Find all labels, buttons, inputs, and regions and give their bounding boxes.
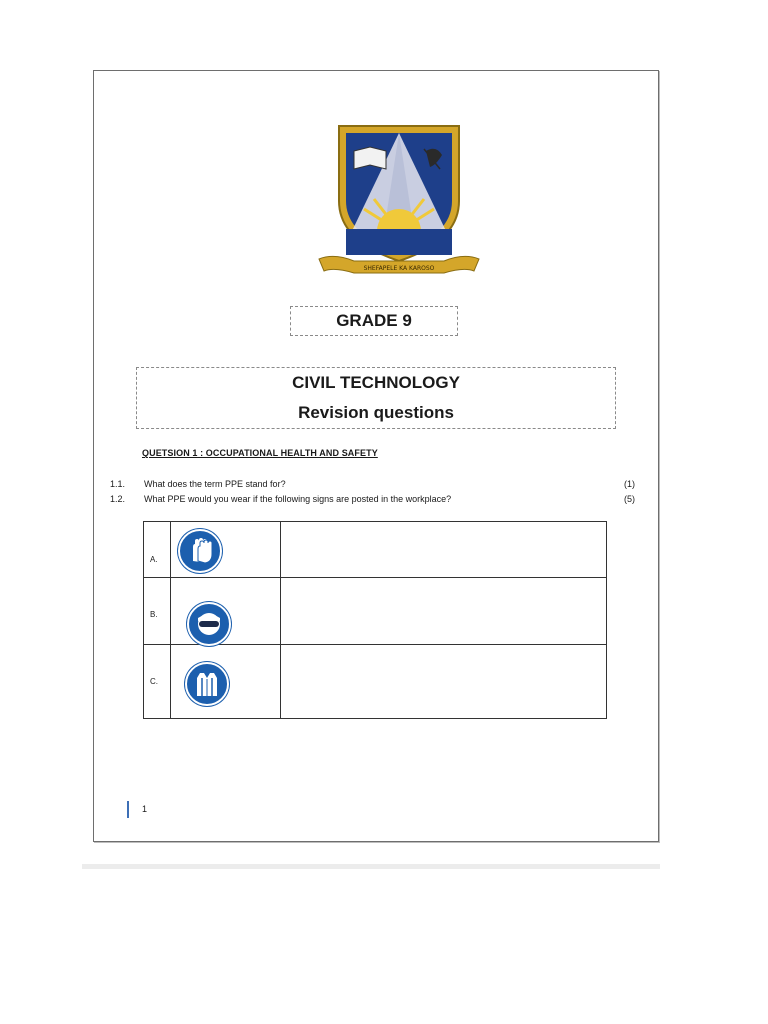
row-label-c: C. [150, 677, 158, 686]
table-column-divider [170, 522, 171, 718]
section-heading: QUETSION 1 : OCCUPATIONAL HEALTH AND SAFETY [142, 448, 378, 458]
question-number: 1.2. [110, 494, 126, 504]
page-number: 1 [142, 804, 148, 814]
question-number: 1.1. [110, 479, 126, 489]
gloves-icon [178, 529, 222, 573]
question-text: What does the term PPE stand for? [144, 479, 286, 489]
document-page [93, 70, 659, 842]
grade-label: GRADE 9 [290, 306, 458, 336]
question-marks: (1) [624, 479, 635, 489]
row-label-a: A. [150, 555, 158, 564]
safety-vest-icon [185, 662, 229, 706]
table-row-divider [144, 577, 606, 578]
question-marks: (5) [624, 494, 635, 504]
page-separator [82, 864, 660, 869]
table-column-divider [280, 522, 281, 718]
safety-goggles-icon [187, 602, 231, 646]
page-number-marker [127, 801, 129, 818]
document-subtitle: Revision questions [298, 403, 454, 422]
row-label-b: B. [150, 610, 158, 619]
ppe-signs-table [143, 521, 607, 719]
school-crest-logo [314, 121, 484, 281]
subject-title: CIVIL TECHNOLOGY [292, 373, 460, 392]
question-text: What PPE would you wear if the following signs are posted in the workplace? [144, 494, 452, 504]
svg-text:SHEFAPELE KA KAROSO: SHEFAPELE KA KAROSO [363, 265, 435, 272]
title-box [136, 367, 616, 429]
